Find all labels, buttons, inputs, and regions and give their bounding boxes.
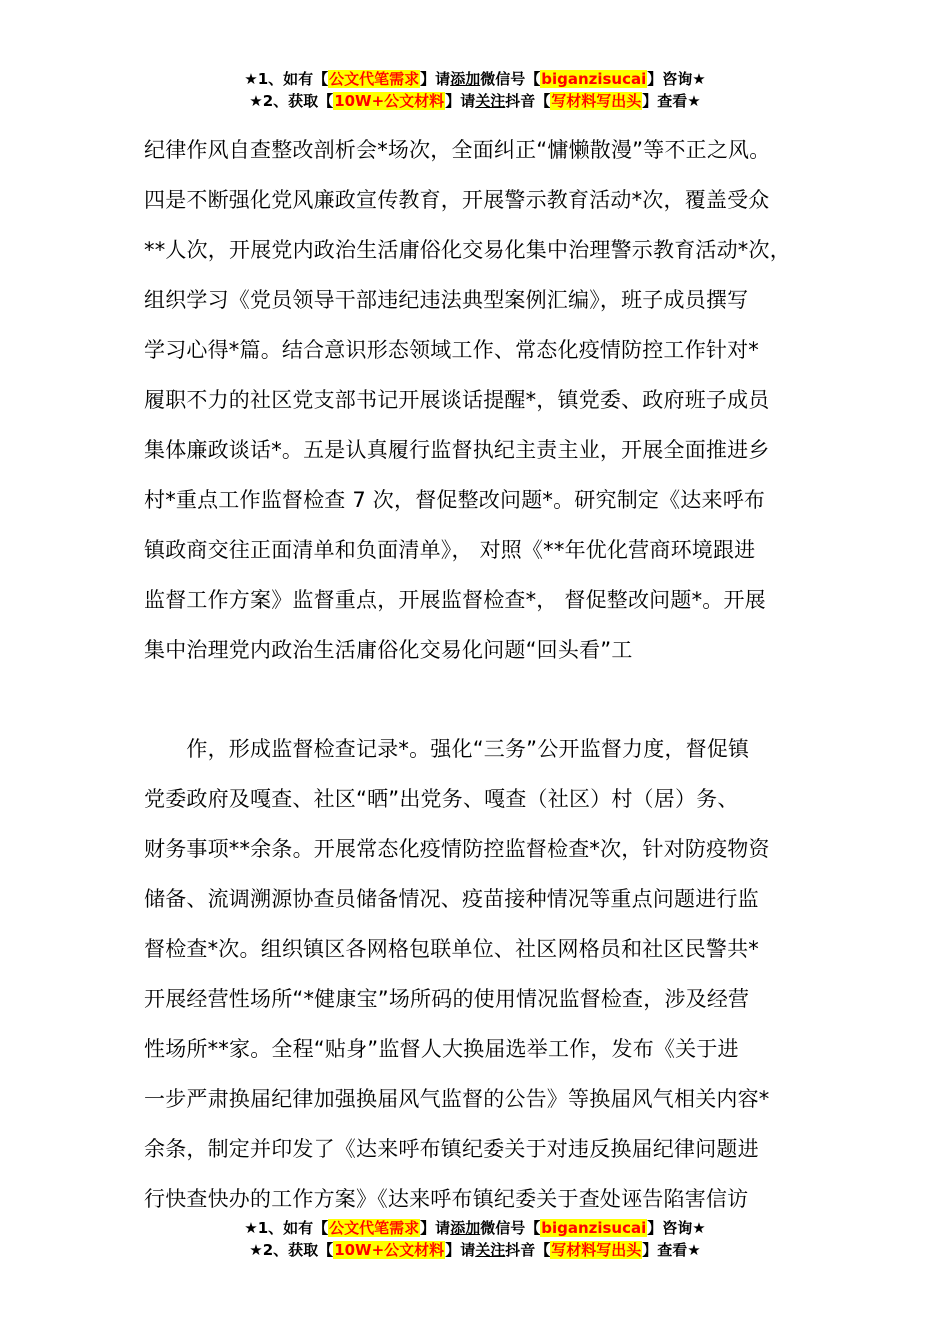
banner-line-2 — [0, 90, 950, 112]
text-line: 村*重点工作监督检查 7 次，督促整改问题*。研究制定《达来呼布 — [144, 488, 766, 512]
banner-text: 】请 — [420, 1219, 451, 1237]
text-line: 集体廉政谈话*。五是认真履行监督执纪主责主业，开展全面推进乡 — [144, 438, 770, 462]
body-paragraph-2 — [144, 724, 824, 1224]
banner-highlight: biganzisucai — [541, 70, 647, 88]
text-line: 组织学习《党员领导干部违纪违法典型案例汇编》，班子成员撰写 — [144, 288, 749, 312]
banner-text: 抖音【 — [505, 1241, 551, 1259]
banner-text: 】请 — [420, 70, 451, 88]
text-line: 行快查快办的工作方案》《达来呼布镇纪委关于查处诬告陷害信访 — [144, 1187, 749, 1211]
banner-text: ★1、如有【 — [244, 70, 329, 88]
banner-line-1 — [0, 1217, 950, 1239]
banner-text: ★2、获取【 — [249, 1241, 334, 1259]
banner-text: 微信号【 — [480, 1219, 541, 1237]
text-line: 余条，制定并印发了《达来呼布镇纪委关于对违反换届纪律问题进 — [144, 1137, 759, 1161]
text-line: 监督工作方案》监督重点，开展监督检查*， 督促整改问题*。开展 — [144, 588, 766, 612]
banner-text: 】请 — [445, 1241, 476, 1259]
header-banner — [0, 68, 950, 112]
text-line: 党委政府及嘎查、社区“晒”出党务、嘎查（社区）村（居）务、 — [144, 787, 739, 811]
text-line: 督检查*次。组织镇区各网格包联单位、社区网格员和社区民警共* — [144, 937, 759, 961]
text-line: 学习心得*篇。结合意识形态领域工作、常态化疫情防控工作针对* — [144, 338, 759, 362]
text-line: 储备、流调溯源协查员储备情况、疫苗接种情况等重点问题进行监 — [144, 887, 759, 911]
footer-banner — [0, 1217, 950, 1261]
body-paragraph-1 — [144, 125, 824, 675]
banner-text: ★2、获取【 — [249, 92, 334, 110]
text-line: 履职不力的社区党支部书记开展谈话提醒*，镇党委、政府班子成员 — [144, 388, 770, 412]
banner-highlight: 写材料写出头 — [551, 1241, 642, 1259]
banner-text: 】咨询★ — [647, 70, 706, 88]
banner-highlight: 公文代笔需求 — [329, 1219, 420, 1237]
text-line: 一步严肃换届纪律加强换届风气监督的公告》等换届风气相关内容* — [144, 1087, 770, 1111]
banner-highlight: 10W+公文材料 — [334, 1241, 445, 1259]
text-line: 纪律作风自查整改剖析会*场次，全面纠正“慵懒散漫”等不正之风。 — [144, 138, 771, 162]
banner-line-1 — [0, 68, 950, 90]
banner-highlight: 写材料写出头 — [551, 92, 642, 110]
banner-text: 】查看★ — [642, 1241, 701, 1259]
banner-underlined-text: 添加 — [450, 1219, 481, 1237]
banner-text: 微信号【 — [480, 70, 541, 88]
text-line: 镇政商交往正面清单和负面清单》， 对照《**年优化营商环境跟进 — [144, 538, 756, 562]
text-line: 财务事项**余条。开展常态化疫情防控监督检查*次，针对防疫物资 — [144, 837, 770, 861]
banner-underlined-text: 关注 — [475, 92, 506, 110]
banner-highlight: 10W+公文材料 — [334, 92, 445, 110]
text-line: 性场所**家。全程“贴身”监督人大换届选举工作，发布《关于进 — [144, 1037, 739, 1061]
text-line: 集中治理党内政治生活庸俗化交易化问题“回头看”工 — [144, 638, 633, 662]
text-line: 开展经营性场所“*健康宝”场所码的使用情况监督检查，涉及经营 — [144, 987, 750, 1011]
banner-highlight: biganzisucai — [541, 1219, 647, 1237]
banner-line-2 — [0, 1239, 950, 1261]
banner-text: 】查看★ — [642, 92, 701, 110]
banner-underlined-text: 关注 — [475, 1241, 506, 1259]
banner-underlined-text: 添加 — [450, 70, 481, 88]
banner-highlight: 公文代笔需求 — [329, 70, 420, 88]
text-line: **人次，开展党内政治生活庸俗化交易化集中治理警示教育活动*次， — [144, 238, 791, 262]
text-line: 四是不断强化党风廉政宣传教育，开展警示教育活动*次，覆盖受众 — [144, 188, 770, 212]
banner-text: 】请 — [445, 92, 476, 110]
banner-text: 抖音【 — [505, 92, 551, 110]
banner-text: ★1、如有【 — [244, 1219, 329, 1237]
banner-text: 】咨询★ — [647, 1219, 706, 1237]
text-line: 作，形成监督检查记录*。强化“三务”公开监督力度，督促镇 — [144, 737, 750, 761]
